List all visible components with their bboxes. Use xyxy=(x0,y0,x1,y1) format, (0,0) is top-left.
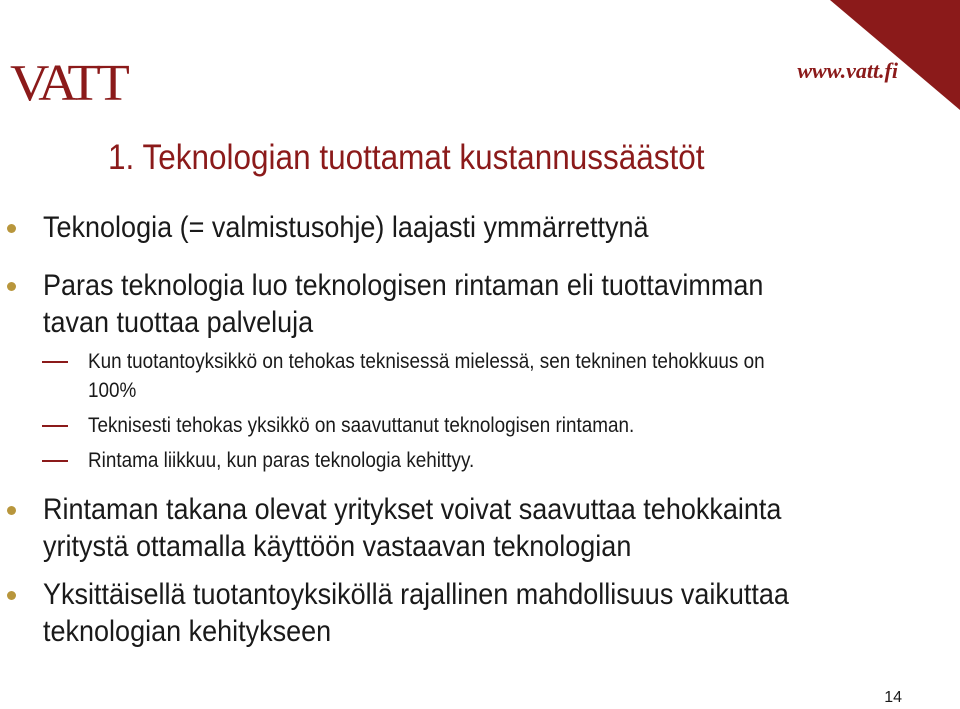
bullet-text: Rintaman takana olevat yritykset voivat saavuttaa tehokkainta xyxy=(43,493,782,526)
site-url[interactable]: www.vatt.fi xyxy=(797,58,898,83)
corner-fold-decoration xyxy=(830,0,960,110)
sub-bullet-text: Kun tuotantoyksikkö on tehokas teknisessä mielessä, sen tekninen tehokkuus on xyxy=(88,350,765,373)
bullet-dot-icon xyxy=(7,282,16,291)
bullet-text: Yksittäisellä tuotantoyksiköllä rajallinen mahdollisuus vaikuttaa xyxy=(43,578,789,611)
dash-icon xyxy=(42,460,68,462)
bullet-text-continuation: yritystä ottamalla käyttöön vastaavan teknologian xyxy=(43,530,632,563)
sub-bullet-text: Rintama liikkuu, kun paras teknologia kehittyy. xyxy=(88,449,475,472)
bullet-dot-icon xyxy=(7,224,16,233)
bullet-dot-icon xyxy=(7,506,16,515)
sub-bullet-text: Teknisesti tehokas yksikkö on saavuttanut teknologisen rintaman. xyxy=(88,414,635,437)
sub-bullet-text-continuation: 100% xyxy=(88,379,137,402)
slide-title: 1. Teknologian tuottamat kustannussäästöt xyxy=(108,138,705,177)
bullet-text: Paras teknologia luo teknologisen rintaman eli tuottavimman xyxy=(43,269,764,302)
bullet-text-continuation: tavan tuottaa palveluja xyxy=(43,306,314,339)
page-number: 14 xyxy=(884,689,902,706)
dash-icon xyxy=(42,361,68,363)
bullet-dot-icon xyxy=(7,591,16,600)
dash-icon xyxy=(42,425,68,427)
logo: VATT xyxy=(10,55,126,112)
bullet-text: Teknologia (= valmistusohje) laajasti ymmärrettynä xyxy=(43,211,649,244)
bullet-text-continuation: teknologian kehitykseen xyxy=(43,615,332,648)
